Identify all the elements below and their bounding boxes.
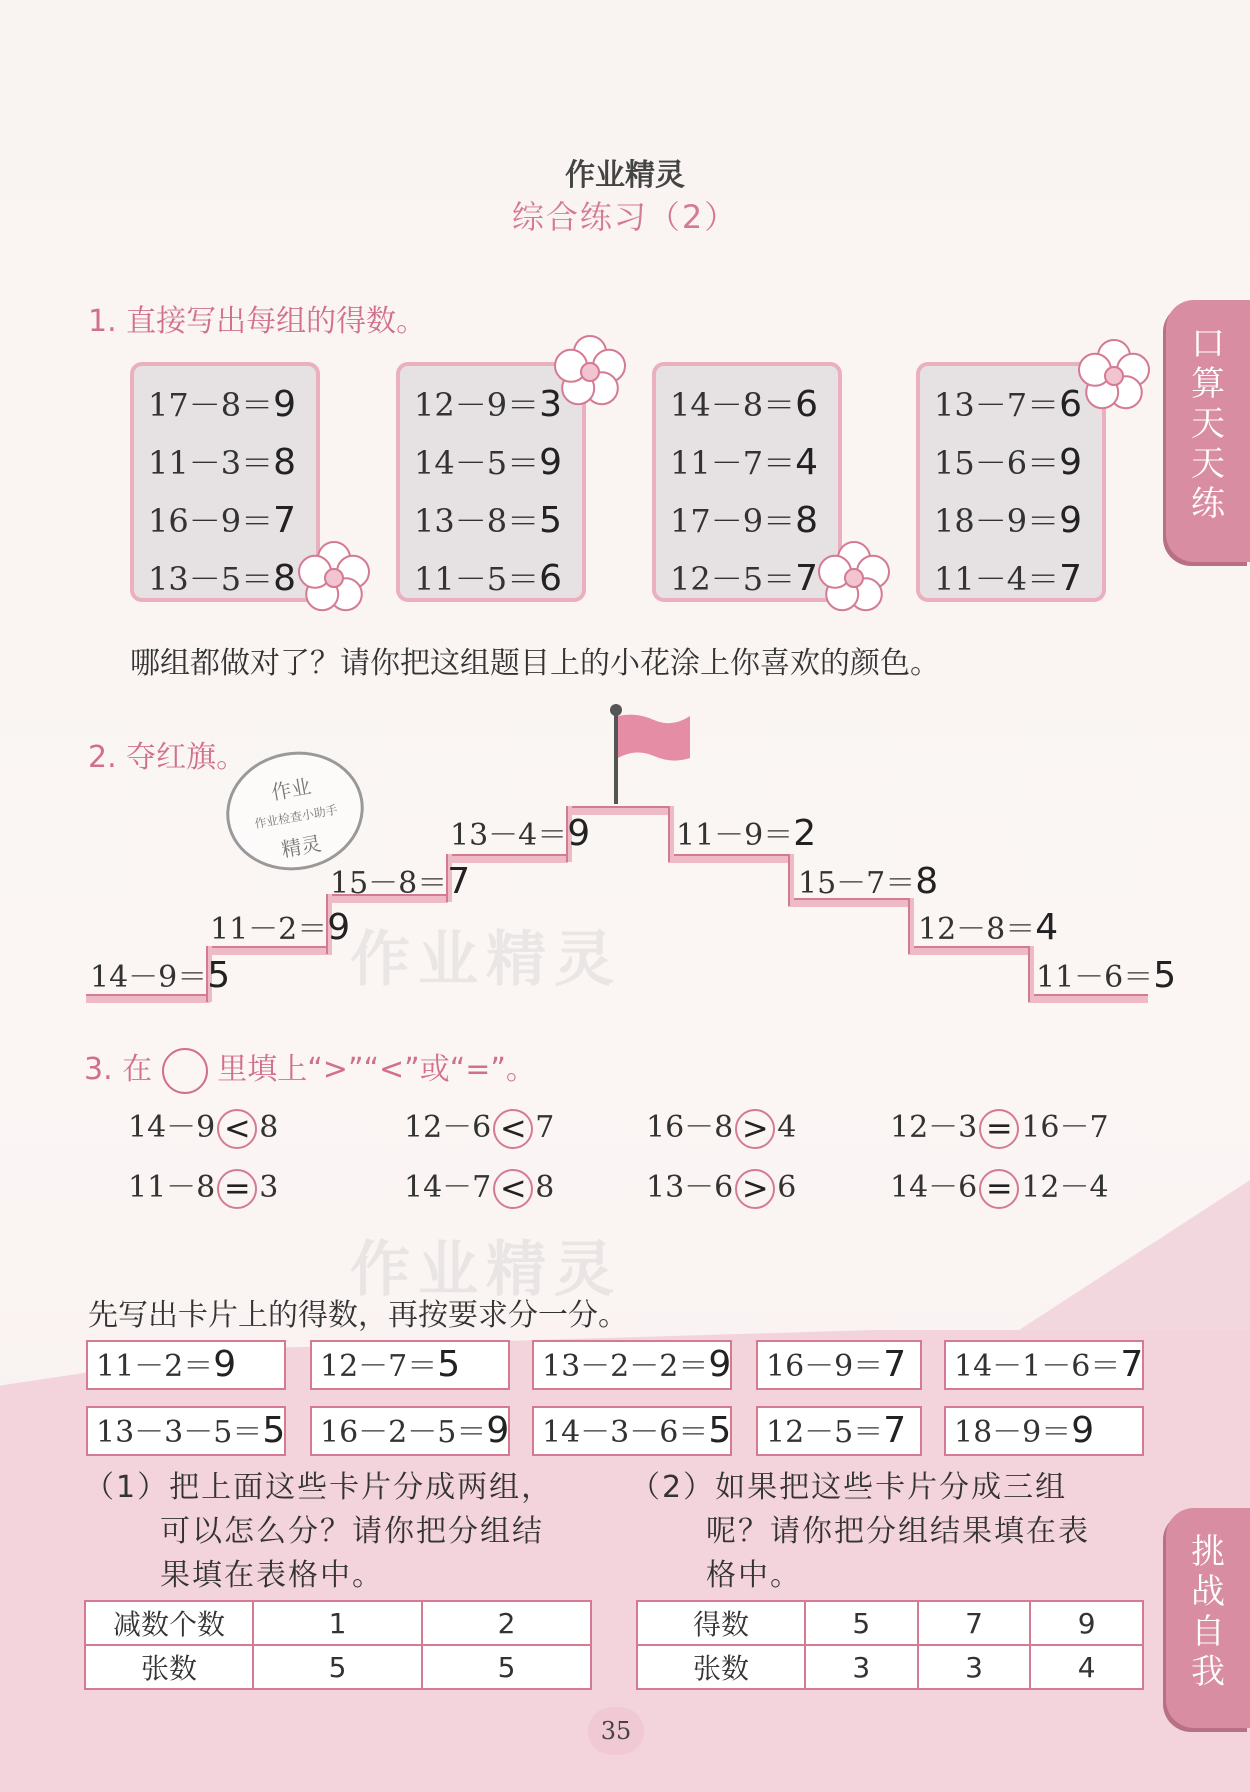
answer-value[interactable]: 5: [437, 1344, 461, 1385]
page-number: 35: [588, 1707, 644, 1755]
part2-line: （2）如果把这些卡片分成三组: [630, 1470, 1068, 1505]
equation-row: [414, 550, 582, 608]
table-cell[interactable]: 2: [422, 1601, 591, 1645]
comparison-right: 6: [777, 1170, 797, 1205]
part1-line: 可以怎么分？请你把分组结: [160, 1514, 544, 1549]
answer-value[interactable]: 8: [273, 442, 296, 483]
side-tab-challenge: [1166, 1508, 1250, 1728]
answer-value[interactable]: 9: [567, 813, 591, 854]
comparison-left: 12－6: [404, 1110, 492, 1145]
number-card[interactable]: [310, 1406, 510, 1456]
table-two-groups: [84, 1600, 592, 1690]
answer-value[interactable]: 9: [1059, 500, 1082, 541]
comparison-circle[interactable]: =: [979, 1109, 1019, 1149]
side-tab-char: 天: [1191, 444, 1225, 484]
q1-title: 1. 直接写出每组的得数。: [88, 304, 427, 339]
equation-row: [934, 492, 1102, 550]
answer-value[interactable]: 7: [795, 558, 818, 599]
number-card[interactable]: [944, 1406, 1144, 1456]
side-tab-char: 战: [1191, 1572, 1225, 1612]
table-cell[interactable]: 9: [1030, 1601, 1143, 1645]
comparison-left: 14－6: [890, 1170, 978, 1205]
equation-text: 13－5＝: [148, 560, 274, 598]
equation-text: 18－9＝: [934, 502, 1060, 540]
side-tab-char: 算: [1191, 364, 1225, 404]
comparison-circle[interactable]: <: [493, 1169, 533, 1209]
equation-row: [934, 434, 1102, 492]
part2-line: 格中。: [706, 1558, 802, 1593]
equation-text: 15－6＝: [934, 444, 1060, 482]
q4-intro: 先写出卡片上的得数，再按要求分一分。: [88, 1298, 628, 1333]
answer-value[interactable]: 7: [273, 500, 296, 541]
answer-value[interactable]: 9: [1071, 1410, 1095, 1451]
equation-text: 14－9＝: [90, 960, 208, 995]
number-card[interactable]: [756, 1340, 922, 1390]
number-card[interactable]: [86, 1340, 286, 1390]
stair-riser: [908, 898, 914, 954]
answer-value[interactable]: 5: [262, 1410, 286, 1451]
side-tab-char: 天: [1191, 404, 1225, 444]
side-tab-char: 口: [1191, 324, 1225, 364]
flower-icon[interactable]: [1072, 334, 1156, 418]
answer-value[interactable]: 7: [1120, 1344, 1144, 1385]
answer-value[interactable]: 6: [539, 558, 562, 599]
answer-value[interactable]: 8: [273, 558, 296, 599]
equation-text: 11－9＝: [676, 818, 794, 853]
stair-equation: [450, 810, 590, 854]
equation-text: 16－9＝: [148, 502, 274, 540]
equation-row: [934, 550, 1102, 608]
stair-equation: [210, 904, 350, 948]
q3-title: [84, 1044, 536, 1094]
equation-text: 16－2－5＝: [320, 1415, 487, 1450]
comparison-left: 14－9: [128, 1110, 216, 1145]
equation-text: 13－3－5＝: [96, 1415, 263, 1450]
stair-riser: [668, 806, 674, 862]
equation-row: [670, 434, 838, 492]
table-header-cell: 得数: [637, 1601, 805, 1645]
q3-title-post: 里填上“>”“<”或“=”。: [217, 1052, 536, 1087]
q1-question: 哪组都做对了？请你把这组题目上的小花涂上你喜欢的颜色。: [130, 646, 940, 681]
part2-line: 呢？请你把分组结果填在表: [706, 1514, 1090, 1549]
q3-title-pre: 3. 在: [84, 1052, 153, 1087]
flower-icon[interactable]: [292, 536, 376, 620]
comparison-item: [646, 1102, 796, 1149]
equation-text: 11－6＝: [1036, 960, 1154, 995]
comparison-circle[interactable]: >: [735, 1169, 775, 1209]
comparison-right: 4: [777, 1110, 797, 1145]
equation-text: 18－9＝: [954, 1415, 1072, 1450]
side-tab-oral-arithmetic: [1166, 300, 1250, 562]
equation-text: 14－5＝: [414, 444, 540, 482]
answer-value[interactable]: 7: [1059, 558, 1082, 599]
equation-row: [148, 376, 316, 434]
equation-text: 14－1－6＝: [954, 1349, 1121, 1384]
side-tab-char: 练: [1191, 484, 1225, 524]
table-cell[interactable]: 3: [918, 1645, 1031, 1689]
answer-value[interactable]: 4: [795, 442, 818, 483]
table-cell[interactable]: 5: [805, 1601, 918, 1645]
comparison-left: 12－3: [890, 1110, 978, 1145]
equation-row: [414, 492, 582, 550]
answer-value[interactable]: 7: [447, 861, 471, 902]
equation-text: 12－5＝: [766, 1415, 884, 1450]
equation-row: [148, 434, 316, 492]
equation-text: 12－7＝: [320, 1349, 438, 1384]
answer-value[interactable]: 9: [273, 384, 296, 425]
answer-value[interactable]: 2: [793, 813, 817, 854]
answer-value[interactable]: 5: [708, 1410, 732, 1451]
table-cell[interactable]: 7: [918, 1601, 1031, 1645]
answer-value[interactable]: 5: [1153, 955, 1177, 996]
q4-part1: [84, 1466, 553, 1598]
comparison-left: 14－7: [404, 1170, 492, 1205]
number-card[interactable]: [532, 1340, 732, 1390]
equation-text: 11－4＝: [934, 560, 1060, 598]
stair-riser: [1028, 946, 1034, 1002]
answer-value[interactable]: 9: [486, 1410, 510, 1451]
number-card[interactable]: [310, 1340, 510, 1390]
comparison-item: [128, 1102, 278, 1149]
equation-text: 11－2＝: [210, 912, 328, 947]
comparison-item: [890, 1162, 1109, 1209]
equation-row: [414, 434, 582, 492]
equation-text: 17－9＝: [670, 502, 796, 540]
q2-title: 2. 夺红旗。: [88, 740, 247, 775]
comparison-right: 3: [259, 1170, 279, 1205]
comparison-item: [890, 1102, 1109, 1149]
equation-text: 15－7＝: [798, 866, 916, 901]
answer-value[interactable]: 8: [915, 861, 939, 902]
answer-value[interactable]: 9: [1059, 442, 1082, 483]
comparison-right: 8: [259, 1110, 279, 1145]
flower-icon[interactable]: [812, 536, 896, 620]
table-cell[interactable]: 3: [805, 1645, 918, 1689]
table-row: [637, 1601, 1143, 1645]
part1-line: （1）把上面这些卡片分成两组，: [84, 1470, 554, 1505]
stair-equation: [90, 952, 230, 996]
answer-value[interactable]: 9: [708, 1344, 732, 1385]
comparison-right: 16－7: [1021, 1110, 1109, 1145]
comparison-item: [404, 1102, 554, 1149]
answer-value[interactable]: 6: [795, 384, 818, 425]
equation-text: 15－8＝: [330, 866, 448, 901]
equation-text: 11－5＝: [414, 560, 540, 598]
equation-row: [670, 376, 838, 434]
comparison-left: 16－8: [646, 1110, 734, 1145]
table-cell[interactable]: 4: [1030, 1645, 1143, 1689]
comparison-left: 13－6: [646, 1170, 734, 1205]
stair-step: [668, 854, 790, 863]
answer-value[interactable]: 9: [327, 907, 351, 948]
stair-equation: [330, 858, 470, 902]
table-header-cell: 张数: [85, 1645, 253, 1689]
comparison-circle[interactable]: =: [217, 1169, 257, 1209]
answer-value[interactable]: 6: [1059, 384, 1082, 425]
answer-value[interactable]: 9: [539, 442, 562, 483]
equation-text: 13－4＝: [450, 818, 568, 853]
stamp-line: 精灵: [279, 831, 324, 862]
comparison-left: 11－8: [128, 1170, 216, 1205]
part1-line: 果填在表格中。: [160, 1558, 384, 1593]
q4-part2: [630, 1466, 1090, 1598]
answer-value[interactable]: 8: [795, 500, 818, 541]
equation-text: 14－8＝: [670, 386, 796, 424]
comparison-item: [646, 1162, 796, 1209]
equation-text: 16－9＝: [766, 1349, 884, 1384]
table-cell[interactable]: 1: [253, 1601, 422, 1645]
equation-text: 11－3＝: [148, 444, 274, 482]
equation-text: 12－5＝: [670, 560, 796, 598]
table-row: [85, 1601, 591, 1645]
table-cell[interactable]: 5: [253, 1645, 422, 1689]
stamp-title: 作业精灵: [565, 158, 685, 193]
stair-riser: [788, 854, 794, 906]
page-title: 综合练习（2）: [511, 198, 739, 236]
number-card[interactable]: [532, 1406, 732, 1456]
stair-equation: [918, 904, 1058, 948]
answer-value[interactable]: 9: [213, 1344, 237, 1385]
number-card[interactable]: [86, 1406, 286, 1456]
side-tab-char: 自: [1191, 1612, 1225, 1652]
equation-text: 11－2＝: [96, 1349, 214, 1384]
number-card[interactable]: [756, 1406, 922, 1456]
circle-icon: [162, 1048, 208, 1094]
stamp-line: 作业检查小助手: [253, 802, 339, 832]
comparison-item: [128, 1162, 278, 1209]
watermark: 作业精灵: [350, 925, 622, 995]
comparison-right: 8: [535, 1170, 555, 1205]
equation-text: 14－3－6＝: [542, 1415, 709, 1450]
answer-value[interactable]: 3: [539, 384, 562, 425]
comparison-right: 12－4: [1021, 1170, 1109, 1205]
answer-value[interactable]: 7: [883, 1344, 907, 1385]
watermark: 作业精灵: [350, 1235, 622, 1305]
equation-row: [148, 550, 316, 608]
table-three-groups: [636, 1600, 1144, 1690]
stair-equation: [798, 858, 938, 902]
equation-text: 17－8＝: [148, 386, 274, 424]
equation-text: 13－2－2＝: [542, 1349, 709, 1384]
answer-value[interactable]: 4: [1035, 907, 1059, 948]
table-header-cell: 张数: [637, 1645, 805, 1689]
answer-value[interactable]: 5: [539, 500, 562, 541]
equation-text: 11－7＝: [670, 444, 796, 482]
red-flag-icon: [618, 712, 692, 768]
comparison-circle[interactable]: <: [217, 1109, 257, 1149]
comparison-circle[interactable]: =: [979, 1169, 1019, 1209]
comparison-circle[interactable]: >: [735, 1109, 775, 1149]
stair-equation: [1036, 952, 1176, 996]
answer-value[interactable]: 7: [883, 1410, 907, 1451]
stamp-line: 作业: [269, 774, 313, 805]
number-card[interactable]: [944, 1340, 1144, 1390]
equation-text: 12－9＝: [414, 386, 540, 424]
equation-text: 13－7＝: [934, 386, 1060, 424]
table-header-cell: 减数个数: [85, 1601, 253, 1645]
comparison-item: [404, 1162, 554, 1209]
equation-text: 13－8＝: [414, 502, 540, 540]
comparison-circle[interactable]: <: [493, 1109, 533, 1149]
table-row: [85, 1645, 591, 1689]
side-tab-char: 我: [1191, 1652, 1225, 1692]
side-tab-char: 挑: [1191, 1532, 1225, 1572]
stair-equation: [676, 810, 816, 854]
table-cell[interactable]: 5: [422, 1645, 591, 1689]
equation-row: [148, 492, 316, 550]
table-row: [637, 1645, 1143, 1689]
comparison-right: 7: [535, 1110, 555, 1145]
equation-text: 12－8＝: [918, 912, 1036, 947]
flower-icon[interactable]: [548, 330, 632, 414]
answer-value[interactable]: 5: [207, 955, 231, 996]
